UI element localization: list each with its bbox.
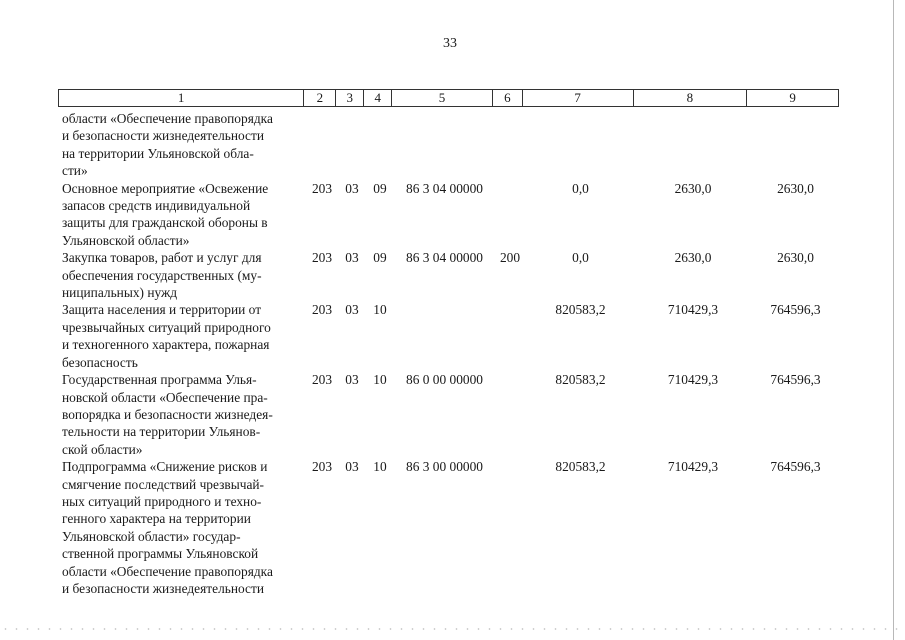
row-c4 (366, 110, 394, 180)
table-row (62, 110, 842, 180)
row-c5: 86 3 00 00000 (406, 459, 483, 475)
row-c7 (525, 110, 636, 180)
row-c9 (750, 110, 841, 180)
row-c5: 86 3 04 00000 (406, 180, 483, 196)
page-edge-line (893, 0, 894, 640)
header-col-3: 3 (336, 90, 364, 106)
row-c5 (394, 301, 495, 371)
row-c9: 764596,3 (770, 302, 821, 318)
header-col-4: 4 (364, 90, 392, 106)
row-name: Закупка товаров, работ и услуг для обеспечения государственных (му- ниципальных) нужд (62, 250, 262, 301)
row-c2: 203 (311, 302, 333, 318)
page-number: 33 (443, 36, 457, 51)
row-c4: 10 (373, 302, 387, 318)
header-col-5: 5 (392, 90, 493, 106)
row-c8 (636, 110, 750, 180)
row-c6 (495, 110, 525, 180)
row-c5 (394, 110, 495, 180)
table-row (62, 180, 842, 250)
row-c4: 10 (373, 459, 387, 475)
header-col-6: 6 (493, 90, 523, 106)
row-c3 (338, 110, 366, 180)
row-name: области «Обеспечение правопорядка и безопасности жизнедеятельности на территории Ульяновской обла- сти» (62, 111, 273, 179)
table-body (62, 110, 842, 597)
row-c9: 2630,0 (777, 180, 814, 196)
row-name: Защита населения и территории от чрезвычайных ситуаций природного и техногенного характера, пожарная безопасность (62, 302, 271, 370)
row-c6: 200 (499, 250, 521, 266)
row-c3: 03 (345, 302, 359, 318)
row-c7: 820583,2 (555, 459, 606, 475)
row-c8: 710429,3 (667, 372, 719, 388)
row-c5: 86 0 00 00000 (406, 372, 483, 388)
row-name: Основное мероприятие «Освежение запасов средств индивидуальной защиты для гражданской обороны в Ульяновской области» (62, 180, 269, 248)
row-c3: 03 (345, 372, 359, 388)
row-c9: 764596,3 (770, 372, 821, 388)
row-c6 (495, 180, 525, 250)
row-c6 (495, 301, 525, 371)
row-c4: 10 (373, 372, 387, 388)
row-c8: 2630,0 (674, 180, 712, 196)
row-c2: 203 (311, 459, 333, 475)
header-col-1: 1 (59, 90, 304, 106)
row-c7: 0,0 (572, 250, 589, 266)
row-c4: 09 (373, 180, 387, 196)
row-c7: 0,0 (572, 180, 589, 196)
header-col-8: 8 (634, 90, 748, 106)
header-col-9: 9 (789, 90, 796, 105)
table-row (62, 301, 842, 371)
header-col-7: 7 (523, 90, 634, 106)
table-row (62, 249, 842, 301)
row-name: Государственная программа Улья- новской области «Обеспечение пра- вопорядка и безопасности жизнедея- тельности на территории Ульянов- ской области» (62, 372, 273, 457)
row-c7: 820583,2 (555, 372, 606, 388)
table-header-row (58, 89, 839, 107)
table-row (62, 458, 842, 597)
row-c2: 203 (311, 250, 333, 266)
row-c8: 710429,3 (667, 459, 719, 475)
row-c6 (495, 371, 525, 458)
row-c8: 2630,0 (674, 250, 712, 266)
row-c6 (495, 458, 525, 597)
row-c2: 203 (311, 372, 333, 388)
row-name: Подпрограмма «Снижение рисков и смягчение последствий чрезвычай- ных ситуаций природного и техно- генного характера на территории Ульяновской области» государ- ственной программы Ульяновской области «Обеспечение правопорядка и безопасности жизнедеятельности (62, 459, 273, 596)
row-c2: 203 (311, 180, 333, 196)
header-col-2: 2 (304, 90, 336, 106)
row-c7: 820583,2 (555, 302, 606, 318)
row-c5: 86 3 04 00000 (406, 250, 483, 266)
row-c4: 09 (373, 250, 387, 266)
row-c9: 764596,3 (770, 459, 821, 475)
row-c9: 2630,0 (777, 250, 814, 266)
row-c3: 03 (345, 459, 359, 475)
table-row (62, 371, 842, 458)
row-c3: 03 (345, 180, 359, 196)
row-c3: 03 (345, 250, 359, 266)
row-c8: 710429,3 (667, 302, 719, 318)
scan-artifact-dots (0, 626, 905, 632)
row-c2 (306, 110, 338, 180)
